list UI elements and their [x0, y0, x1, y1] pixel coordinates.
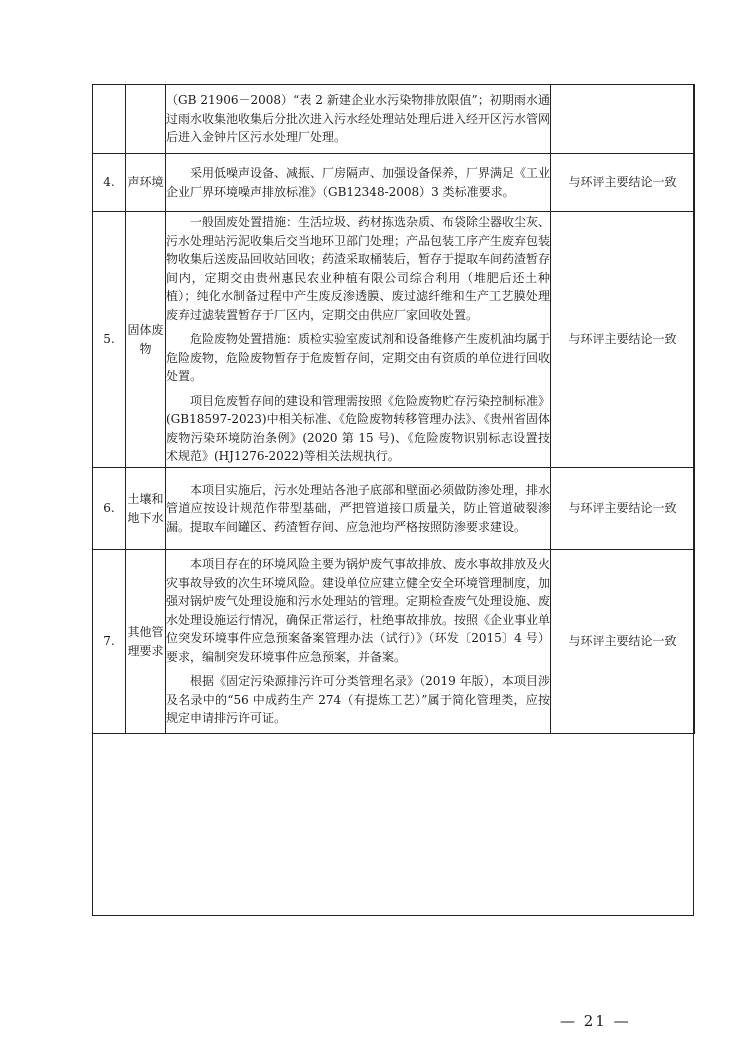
row-paragraph: 本项目存在的环境风险主要为锅炉废气事故排放、废水事故排放及火灾事故导致的次生环境风险。建设单位应建立健全安全环境管理制度，加强对锅炉废气处理设施和污水处理站的管理。定期检查废气处理设施、废水处理设施运行情况，确保正常运行，杜绝事故排放。按照《企业事业单位突发环境事件应急预案备案管理办法（试行）》（环发〔2015〕4 号）要求，编制突发环境事件应急预案，并备案。	[166, 557, 551, 664]
row-result: 与环评主要结论一致	[551, 212, 695, 468]
row-paragraph: 项目危废暂存间的建设和管理需按照《危险废物贮存污染控制标准》(GB18597-2023)中相关标准、《危险废物转移管理办法》、《贵州省固体废物污染环境防治条例》(2020 第 15 号)、《危险废物识别标志设置技术规范》(HJ1276-2022)等相关法规执行。	[166, 393, 551, 464]
row-number: 4.	[93, 154, 126, 212]
page-number: — 21 —	[560, 1012, 631, 1030]
row-description	[166, 212, 551, 468]
table-row	[93, 550, 695, 734]
row-result: 与环评主要结论一致	[551, 550, 695, 734]
table-row	[93, 85, 695, 154]
row-number: 6.	[93, 468, 126, 550]
row-paragraph: 采用低噪声设备、减振、厂房隔声、加强设备保养，厂界满足《工业企业厂界环境噪声排放标准》（GB12348-2008）3 类标准要求。	[166, 166, 551, 199]
row-paragraph: 危险废物处置措施：质检实验室废试剂和设备维修产生废机油均属于危险废物，危险废物暂存于危废暂存间，定期交由有资质的单位进行回收处置。	[166, 332, 551, 384]
row-paragraph: （GB 21906－2008）“表 2 新建企业水污染物排放限值”；初期雨水通过雨水收集池收集后分批次进入污水经处理站处理后进入经开区污水管网后进入金钟片区污水处理厂处理。	[166, 93, 551, 145]
row-number	[93, 85, 126, 154]
row-number: 5.	[93, 212, 126, 468]
row-result	[551, 85, 695, 154]
row-description	[166, 154, 551, 212]
row-number: 7.	[93, 550, 126, 734]
row-category: 土壤和地下水	[126, 468, 166, 550]
row-paragraph: 根据《固定污染源排污许可分类管理名录》（2019 年版），本项目涉及名录中的“56 中成药生产 274（有提炼工艺）”属于简化管理类，应按规定申请排污许可证。	[166, 674, 550, 726]
measures-table	[92, 84, 695, 734]
row-paragraph: 一般固废处置措施：生活垃圾、药材拣选杂质、布袋除尘器收尘灰、污水处理站污泥收集后交当地环卫部门处理；产品包装工序产生废弃包装物收集后送废品回收站回收；药渣采取桶装后，暂存于提取车间药渣暂存间内，定期交由贵州惠民农业种植有限公司综合利用（堆肥后还土种植）；纯化水制备过程中产生废反渗透膜、废过滤纤维和生产工艺膜处理废弃过滤装置暂存于厂区内，定期交由供应厂家回收处置。	[166, 215, 551, 322]
row-category	[126, 85, 166, 154]
row-category: 其他管理要求	[126, 550, 166, 734]
row-paragraph: 本项目实施后，污水处理站各池子底部和壁面必须做防渗处理，排水管道应按设计规范作带型基础，严把管道接口质量关，防止管道破裂渗漏。提取车间罐区、药渣暂存间、应急池均严格按照防渗要求建设。	[166, 482, 551, 534]
row-description	[166, 468, 551, 550]
table-row	[93, 212, 695, 468]
row-description	[166, 85, 551, 154]
row-category: 声环境	[126, 154, 166, 212]
table-row	[93, 154, 695, 212]
row-category: 固体废物	[126, 212, 166, 468]
row-result: 与环评主要结论一致	[551, 468, 695, 550]
table-row	[93, 468, 695, 550]
row-description	[166, 550, 551, 734]
row-result: 与环评主要结论一致	[551, 154, 695, 212]
